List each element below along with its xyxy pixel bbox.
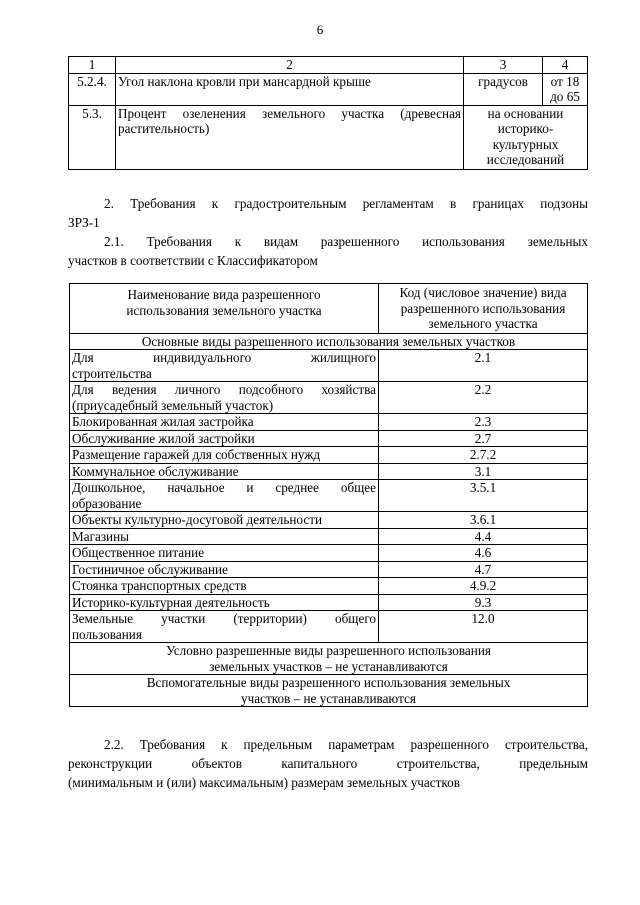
table-row bbox=[70, 382, 588, 414]
conditional-uses-note bbox=[70, 643, 588, 675]
note-line: Вспомогательные виды разрешенного использования земельных bbox=[146, 675, 511, 690]
table-row bbox=[70, 528, 588, 545]
use-code: 9.3 bbox=[379, 594, 588, 611]
table-row bbox=[70, 480, 588, 512]
row-unit: градусов bbox=[464, 73, 543, 105]
note-line: участков – не устанавливаются bbox=[241, 690, 416, 706]
table-row bbox=[70, 611, 588, 643]
use-code: 2.1 bbox=[379, 350, 588, 382]
use-name: Блокированная жилая застройка bbox=[70, 414, 379, 431]
section-2-2-paragraph bbox=[68, 735, 588, 792]
use-name: Коммунальное обслуживание bbox=[70, 463, 379, 480]
use-name: Объекты культурно-досуговой деятельности bbox=[70, 512, 379, 529]
row-value bbox=[543, 73, 588, 105]
table-header-row bbox=[69, 57, 588, 74]
table-row bbox=[70, 561, 588, 578]
note-line: земельных участков – не устанавливаются bbox=[209, 658, 448, 674]
header-line: Наименование вида разрешенного bbox=[127, 287, 321, 302]
name-line: Процент озеленения земельного участка (древесная bbox=[118, 105, 461, 121]
header-line: земельного участка bbox=[428, 316, 538, 331]
use-name: Магазины bbox=[70, 528, 379, 545]
value-line: на основании bbox=[487, 105, 564, 121]
main-group-title: Основные виды разрешенного использования земельных участков bbox=[70, 333, 588, 350]
permitted-use-table bbox=[69, 283, 588, 707]
table-row bbox=[70, 447, 588, 464]
use-name: Стоянка транспортных средств bbox=[70, 578, 379, 595]
heading-line: ЗРЗ-1 bbox=[68, 215, 100, 230]
use-name bbox=[70, 480, 379, 512]
column-number-2: 2 bbox=[116, 57, 464, 74]
use-name: Обслуживание жилой застройки bbox=[70, 430, 379, 447]
group-row-main bbox=[70, 333, 588, 350]
value-line: исследований bbox=[486, 152, 565, 167]
use-name: Гостиничное обслуживание bbox=[70, 561, 379, 578]
column-number-1: 1 bbox=[69, 57, 116, 74]
name-line: (приусадебный земельный участок) bbox=[72, 397, 274, 413]
header-name bbox=[70, 284, 379, 334]
row-name bbox=[116, 105, 464, 169]
use-code: 3.6.1 bbox=[379, 512, 588, 529]
use-code: 3.5.1 bbox=[379, 480, 588, 512]
paragraph-line: (минимальным и (или) максимальным) размерам земельных участков bbox=[68, 775, 460, 790]
row-number: 5.2.4. bbox=[69, 73, 116, 105]
subheading-line: участков в соответствии с Классификатором bbox=[68, 253, 318, 268]
use-code: 4.6 bbox=[379, 545, 588, 562]
page-number: 6 bbox=[316, 22, 324, 37]
use-code: 2.7 bbox=[379, 430, 588, 447]
use-code: 4.9.2 bbox=[379, 578, 588, 595]
use-name: Общественное питание bbox=[70, 545, 379, 562]
table-row bbox=[70, 350, 588, 382]
auxiliary-uses-note bbox=[70, 675, 588, 707]
group-row-conditional bbox=[70, 643, 588, 675]
use-name: Историко-культурная деятельность bbox=[70, 594, 379, 611]
header-line: разрешенного использования bbox=[400, 300, 566, 316]
use-name bbox=[70, 350, 379, 382]
row-name: Угол наклона кровли при мансардной крыше bbox=[116, 73, 464, 105]
table-row bbox=[70, 414, 588, 431]
name-line: растительность) bbox=[118, 121, 210, 136]
paragraph-line: 2.2. Требования к предельным параметрам разрешенного строительства, bbox=[104, 737, 588, 752]
use-code: 2.2 bbox=[379, 382, 588, 414]
use-code: 2.3 bbox=[379, 414, 588, 431]
header-line: Код (числовое значение) вида bbox=[399, 285, 567, 300]
table-row bbox=[70, 430, 588, 447]
use-name bbox=[70, 382, 379, 414]
group-row-auxiliary bbox=[70, 675, 588, 707]
use-name: Размещение гаражей для собственных нужд bbox=[70, 447, 379, 464]
name-line: Дошкольное, начальное и среднее общее bbox=[72, 480, 376, 495]
name-line: образование bbox=[72, 495, 142, 511]
subheading-line: 2.1. Требования к видам разрешенного использования земельных bbox=[104, 234, 588, 249]
table-row bbox=[70, 594, 588, 611]
table-row bbox=[70, 463, 588, 480]
value-line: историко- bbox=[497, 121, 554, 136]
table-row bbox=[70, 578, 588, 595]
use-code: 4.7 bbox=[379, 561, 588, 578]
table-row bbox=[69, 105, 588, 169]
row-value bbox=[464, 105, 588, 169]
header-code bbox=[379, 284, 588, 334]
row-number: 5.3. bbox=[69, 105, 116, 169]
heading-line: 2. Требования к градостроительным регламентам в границах подзоны bbox=[104, 196, 588, 211]
table-header-row bbox=[70, 284, 588, 334]
name-line: пользования bbox=[72, 626, 142, 642]
paragraph-line: реконструкции объектов капитального строительства, предельным bbox=[68, 756, 588, 771]
section-2-heading bbox=[68, 194, 588, 270]
value-line: культурных bbox=[492, 136, 559, 152]
column-number-4: 4 bbox=[543, 57, 588, 74]
name-line: Земельные участки (территории) общего bbox=[72, 611, 376, 626]
use-code: 4.4 bbox=[379, 528, 588, 545]
parameters-table bbox=[68, 56, 588, 170]
use-code: 12.0 bbox=[379, 611, 588, 643]
table-row bbox=[70, 545, 588, 562]
name-line: Для ведения личного подсобного хозяйства bbox=[72, 382, 376, 397]
use-code: 3.1 bbox=[379, 463, 588, 480]
note-line: Условно разрешенные виды разрешенного использования bbox=[166, 643, 491, 658]
value-line: до 65 bbox=[550, 89, 580, 104]
table-row bbox=[70, 512, 588, 529]
column-number-3: 3 bbox=[464, 57, 543, 74]
name-line: Для индивидуального жилищного bbox=[72, 350, 376, 365]
header-line: использования земельного участка bbox=[126, 302, 322, 318]
table-row bbox=[69, 73, 588, 105]
value-line: от 18 bbox=[550, 73, 580, 89]
use-code: 2.7.2 bbox=[379, 447, 588, 464]
name-line: строительства bbox=[72, 365, 152, 381]
use-name bbox=[70, 611, 379, 643]
